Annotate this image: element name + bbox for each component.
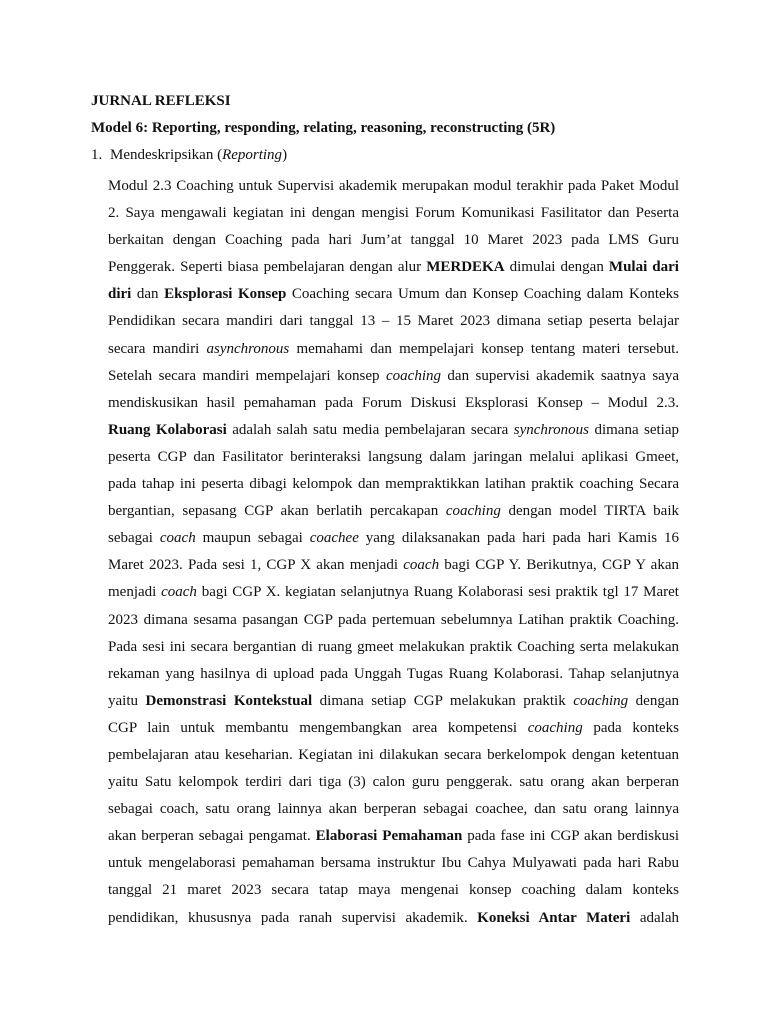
paragraph-line xyxy=(108,498,679,525)
document-title: JURNAL REFLEKSI xyxy=(91,93,231,109)
bold-text: Eksplorasi Konsep xyxy=(164,286,287,303)
section-label: Mendeskripsikan ( xyxy=(110,147,223,163)
paragraph-line xyxy=(108,363,679,390)
text-run: 2023 dimana sesama pasangan CGP pada pertemuan sebelumnya Latihan praktik Coaching. xyxy=(108,611,679,628)
text-run: 2. Saya mengawali kegiatan ini dengan mengisi Forum Komunikasi Fasilitator dan Peserta xyxy=(108,205,679,222)
text-run: sebagai coach, satu orang lainnya akan berperan sebagai coachee, dan satu orang lainnya xyxy=(108,801,679,818)
text-run: rekaman yang hasilnya di upload pada Unggah Tugas Ruang Kolaborasi. Tahap selanjutnya xyxy=(108,665,679,682)
italic-text: coaching xyxy=(573,692,629,709)
text-run: dan xyxy=(131,286,165,303)
paragraph-line xyxy=(108,390,679,417)
text-run: berkaitan dengan Coaching pada hari Jum’at tanggal 10 Maret 2023 pada LMS Guru xyxy=(108,232,679,249)
text-run: yang dilaksanakan pada hari pada hari Kamis 16 xyxy=(358,530,679,547)
text-run: mendiskusikan hasil pemahaman pada Forum Diskusi Eksplorasi Konsep – Modul 2.3. xyxy=(108,394,679,411)
paragraph-line xyxy=(108,579,679,606)
bold-text: Ruang Kolaborasi xyxy=(108,421,227,438)
section-number: 1. xyxy=(91,147,103,163)
text-run: pada fase ini CGP akan berdiskusi xyxy=(462,828,679,845)
italic-text: coach xyxy=(159,530,196,547)
italic-text: asynchronous xyxy=(206,340,290,357)
text-run: pembelajaran atau keseharian. Kegiatan ini dilakukan secara berkelompok dengan ketentuan xyxy=(108,746,679,763)
paragraph-line xyxy=(108,173,679,200)
paragraph-line xyxy=(108,742,679,769)
paragraph-line xyxy=(108,471,679,498)
text-run: Pendidikan secara mandiri dari tanggal 13 – 15 Maret 2023 dimana setiap peserta belajar xyxy=(108,313,679,330)
paragraph-line xyxy=(108,634,679,661)
text-run: akan berperan sebagai pengamat. xyxy=(108,828,316,845)
text-run: sebagai xyxy=(108,530,160,547)
paragraph-line xyxy=(108,227,679,254)
paragraph-line xyxy=(108,417,679,444)
body-paragraph xyxy=(108,173,679,932)
paragraph-line xyxy=(108,823,679,850)
text-run: Penggerak. Seperti biasa pembelajaran dengan alur xyxy=(108,259,427,276)
text-run: Maret 2023. Pada sesi 1, CGP X akan menjadi xyxy=(108,557,404,574)
section-label-italic: Reporting xyxy=(222,147,283,163)
italic-text: synchronous xyxy=(513,421,590,438)
italic-text: coaching xyxy=(445,503,501,520)
paragraph-line xyxy=(108,525,679,552)
bold-text: diri xyxy=(108,286,132,303)
paragraph-line xyxy=(108,254,679,281)
paragraph-line xyxy=(108,281,679,308)
text-run: yaitu xyxy=(108,692,146,709)
italic-text: coachee xyxy=(309,530,359,547)
paragraph-line xyxy=(108,796,679,823)
text-run: untuk mengelaborasi pemahaman bersama instruktur Ibu Cahya Mulyawati pada hari Rabu xyxy=(108,855,679,872)
paragraph-line xyxy=(108,688,679,715)
text-run: menjadi xyxy=(108,584,162,601)
text-run: adalah salah satu media pembelajaran secara xyxy=(226,421,514,438)
bold-text: Mulai dari xyxy=(608,259,679,276)
italic-text: coaching xyxy=(527,719,583,736)
paragraph-line xyxy=(108,552,679,579)
text-run: secara mandiri xyxy=(108,340,207,357)
model-heading: Model 6: Reporting, responding, relating, reasoning, reconstructing (5R) xyxy=(91,120,556,136)
text-run: adalah xyxy=(630,909,679,926)
text-run: Pada sesi ini secara bergantian di ruang gmeet melakukan praktik Coaching serta melakukan xyxy=(108,638,679,655)
section-heading xyxy=(91,147,287,164)
bold-text: Elaborasi Pemahaman xyxy=(315,828,463,845)
bold-text: Demonstrasi Kontekstual xyxy=(145,692,313,709)
bold-text: Koneksi Antar Materi xyxy=(477,909,631,926)
text-run: dimulai dengan xyxy=(504,259,609,276)
paragraph-line xyxy=(108,444,679,471)
text-run: pada konteks xyxy=(582,719,679,736)
paragraph-line xyxy=(108,200,679,227)
text-run: pada tahap ini peserta dibagi kelompok dan mempraktikkan latihan praktik coaching Secara xyxy=(108,476,679,493)
text-run: bagi CGP X. kegiatan selanjutnya Ruang Kolaborasi sesi praktik tgl 17 Maret xyxy=(196,584,679,601)
text-run: Coaching secara Umum dan Konsep Coaching dalam Konteks xyxy=(286,286,679,303)
paragraph-line xyxy=(108,877,679,904)
text-run: maupun sebagai xyxy=(195,530,310,547)
text-run: Setelah secara mandiri mempelajari konsep xyxy=(108,367,386,384)
paragraph-line xyxy=(108,769,679,796)
bold-text: MERDEKA xyxy=(426,259,505,276)
text-run: memahami dan mempelajari konsep tentang materi tersebut. xyxy=(289,340,679,357)
text-run: dan supervisi akademik saatnya saya xyxy=(440,367,680,384)
paragraph-line xyxy=(108,715,679,742)
italic-text: coach xyxy=(403,557,440,574)
paragraph-line xyxy=(108,308,679,335)
text-run: yaitu Satu kelompok terdiri dari tiga (3) calon guru penggerak. satu orang akan berperan xyxy=(108,774,679,791)
paragraph-line xyxy=(108,661,679,688)
text-run: CGP lain untuk membantu mengembangkan area kompetensi xyxy=(108,719,528,736)
text-run: peserta CGP dan Fasilitator berinteraksi langsung dalam jaringan melalui aplikasi Gmeet, xyxy=(108,448,679,465)
italic-text: coach xyxy=(161,584,197,601)
text-run: tanggal 21 maret 2023 secara tatap maya mengenai konsep coaching dalam konteks xyxy=(108,882,679,899)
text-run: dimana setiap xyxy=(589,421,680,438)
text-run: dengan xyxy=(628,692,679,709)
paragraph-line xyxy=(108,905,679,932)
text-run: dimana setiap CGP melakukan praktik xyxy=(312,692,574,709)
paragraph-line xyxy=(108,850,679,877)
paragraph-line xyxy=(108,607,679,634)
text-run: bagi CGP Y. Berikutnya, CGP Y akan xyxy=(439,557,679,574)
italic-text: coaching xyxy=(386,367,441,384)
text-run: bergantian, sepasang CGP akan berlatih percakapan xyxy=(108,503,446,520)
paragraph-line xyxy=(108,336,679,363)
section-label-end: ) xyxy=(282,147,288,163)
text-run: Modul 2.3 Coaching untuk Supervisi akademik merupakan modul terakhir pada Paket Modul xyxy=(108,178,679,194)
text-run: dengan model TIRTA baik xyxy=(500,503,679,520)
text-run: pendidikan, khususnya pada ranah supervisi akademik. xyxy=(108,909,478,926)
